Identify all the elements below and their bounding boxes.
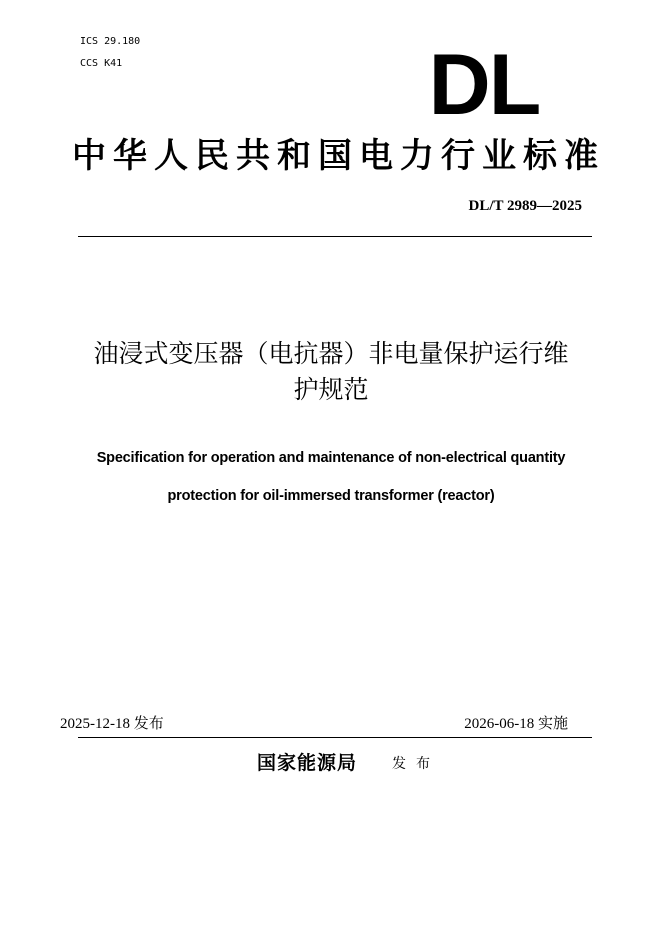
chinese-title-line1: 油浸式变压器（电抗器）非电量保护运行维	[93, 339, 569, 368]
chinese-title-line2: 护规范	[293, 375, 369, 404]
dl-logo: DL	[428, 37, 540, 133]
standard-number: DL/T 2989—2025	[468, 198, 582, 214]
ccs-code: CCS K41	[80, 58, 123, 69]
english-title-line1: Specification for operation and maintenance of non-electrical quantity	[96, 450, 566, 466]
top-divider	[78, 236, 592, 237]
implementation-date: 2026-06-18 实施	[464, 716, 568, 732]
ics-code: ICS 29.180	[80, 36, 141, 47]
organization-title: 中华人民共和国电力行业标准	[72, 136, 605, 176]
chinese-title	[60, 336, 602, 408]
english-title-line2: protection for oil-immersed transformer (reactor)	[167, 488, 495, 504]
issue-date: 2025-12-18 发布	[60, 716, 164, 732]
bottom-divider	[78, 737, 592, 738]
issuer-name: 国家能源局	[257, 752, 358, 774]
issue-label: 发布	[392, 756, 440, 772]
